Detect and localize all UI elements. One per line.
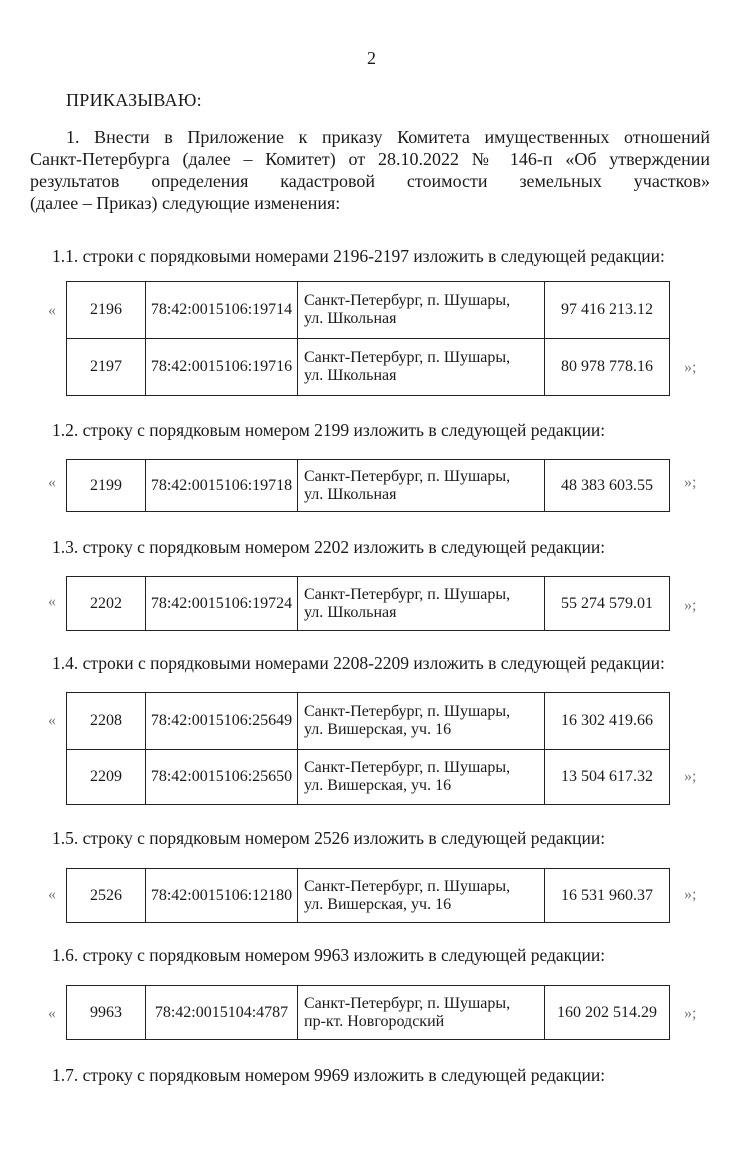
address-line-1: Санкт-Петербург, п. Шушары, — [304, 877, 511, 895]
quote-close: »; — [684, 768, 697, 785]
table-row — [67, 869, 670, 923]
paragraph-line: 1. Внести в Приложение к приказу Комитета имущественных отношений — [66, 127, 710, 147]
address-line-2: ул. Школьная — [304, 485, 397, 503]
address-line-2: ул. Вишерская, уч. 16 — [304, 777, 452, 794]
row-number: 2526 — [67, 869, 146, 923]
amendment-table-1-1 — [66, 281, 670, 396]
cadastral-number: 78:42:0015106:19716 — [146, 339, 298, 396]
row-number: 9963 — [67, 986, 146, 1040]
address-line-2: ул. Вишерская, уч. 16 — [304, 721, 452, 738]
section-label-1-1: 1.1. строки с порядковыми номерами 2196-2197 изложить в следующей редакции: — [52, 246, 665, 266]
row-number: 2208 — [67, 693, 146, 750]
address — [298, 577, 545, 631]
row-number: 2197 — [67, 339, 146, 396]
cadastral-number: 78:42:0015106:19718 — [146, 460, 298, 512]
table-row — [67, 986, 670, 1040]
cadastral-number: 78:42:0015106:25650 — [146, 750, 298, 805]
quote-open: « — [48, 712, 56, 729]
address-line-2: ул. Школьная — [304, 310, 397, 327]
cadastral-number: 78:42:0015106:12180 — [146, 869, 298, 923]
table-row — [67, 339, 670, 396]
cadastral-value: 16 531 960.37 — [545, 869, 670, 923]
amendment-table-1-3 — [66, 576, 670, 631]
section-label-1-6: 1.6. строку с порядковым номером 9963 изложить в следующей редакции: — [52, 945, 606, 965]
address-line-1: Санкт-Петербург, п. Шушары, — [304, 585, 511, 603]
quote-close: »; — [684, 597, 697, 614]
address — [298, 869, 545, 923]
paragraph-1 — [30, 126, 710, 214]
section-label-1-7: 1.7. строку с порядковым номером 9969 изложить в следующей редакции: — [52, 1065, 606, 1085]
row-number: 2209 — [67, 750, 146, 805]
row-number: 2199 — [67, 460, 146, 512]
section-label-1-4: 1.4. строки с порядковыми номерами 2208-2209 изложить в следующей редакции: — [52, 653, 665, 673]
amendment-table-1-6 — [66, 985, 670, 1040]
quote-close: »; — [684, 886, 697, 903]
amendment-table-1-4 — [66, 692, 670, 805]
amendment-table-1-2 — [66, 459, 670, 512]
cadastral-number: 78:42:0015106:19714 — [146, 282, 298, 339]
quote-open: « — [48, 593, 56, 610]
page-number: 2 — [367, 48, 376, 68]
address-line-2: ул. Школьная — [304, 367, 397, 384]
quote-open: « — [48, 302, 56, 319]
address-line-1: Санкт-Петербург, п. Шушары, — [304, 703, 511, 720]
cadastral-value: 48 383 603.55 — [545, 460, 670, 512]
address-line-1: Санкт-Петербург, п. Шушары, — [304, 994, 511, 1012]
paragraph-line: Санкт-Петербурга (далее – Комитет) от 28.10.2022 № 146-п «Об утверждении — [30, 149, 710, 169]
row-number: 2202 — [67, 577, 146, 631]
quote-open: « — [48, 1005, 56, 1022]
cadastral-value: 160 202 514.29 — [545, 986, 670, 1040]
table-row — [67, 282, 670, 339]
quote-close: »; — [684, 474, 697, 491]
section-label-1-2: 1.2. строку с порядковым номером 2199 изложить в следующей редакции: — [52, 420, 606, 440]
cadastral-value: 13 504 617.32 — [545, 750, 670, 805]
paragraph-line: (далее – Приказ) следующие изменения: — [30, 193, 341, 213]
amendment-table-1-5 — [66, 868, 670, 923]
address-line-1: Санкт-Петербург, п. Шушары, — [304, 292, 511, 309]
quote-open: « — [48, 474, 56, 491]
address-line-1: Санкт-Петербург, п. Шушары, — [304, 349, 511, 366]
address-line-1: Санкт-Петербург, п. Шушары, — [304, 759, 511, 776]
table-row — [67, 460, 670, 512]
address — [298, 750, 545, 805]
address — [298, 986, 545, 1040]
cadastral-value: 16 302 419.66 — [545, 693, 670, 750]
cadastral-number: 78:42:0015106:25649 — [146, 693, 298, 750]
order-heading: ПРИКАЗЫВАЮ: — [66, 90, 202, 110]
cadastral-value: 55 274 579.01 — [545, 577, 670, 631]
section-label-1-5: 1.5. строку с порядковым номером 2526 изложить в следующей редакции: — [52, 828, 606, 848]
quote-close: »; — [684, 359, 697, 376]
cadastral-number: 78:42:0015106:19724 — [146, 577, 298, 631]
address — [298, 282, 545, 339]
address — [298, 339, 545, 396]
address-line-2: пр-кт. Новгородский — [304, 1012, 445, 1030]
address — [298, 693, 545, 750]
paragraph-line: результатов определения кадастровой стоимости земельных участков» — [30, 171, 710, 191]
address-line-2: ул. Школьная — [304, 603, 397, 621]
address-line-2: ул. Вишерская, уч. 16 — [304, 895, 452, 913]
section-label-1-3: 1.3. строку с порядковым номером 2202 изложить в следующей редакции: — [52, 537, 606, 557]
address — [298, 460, 545, 512]
cadastral-value: 97 416 213.12 — [545, 282, 670, 339]
table-row — [67, 750, 670, 805]
table-row — [67, 693, 670, 750]
row-number: 2196 — [67, 282, 146, 339]
address-line-1: Санкт-Петербург, п. Шушары, — [304, 467, 511, 485]
quote-close: »; — [684, 1005, 697, 1022]
quote-open: « — [48, 886, 56, 903]
cadastral-number: 78:42:0015104:4787 — [146, 986, 298, 1040]
table-row — [67, 577, 670, 631]
cadastral-value: 80 978 778.16 — [545, 339, 670, 396]
